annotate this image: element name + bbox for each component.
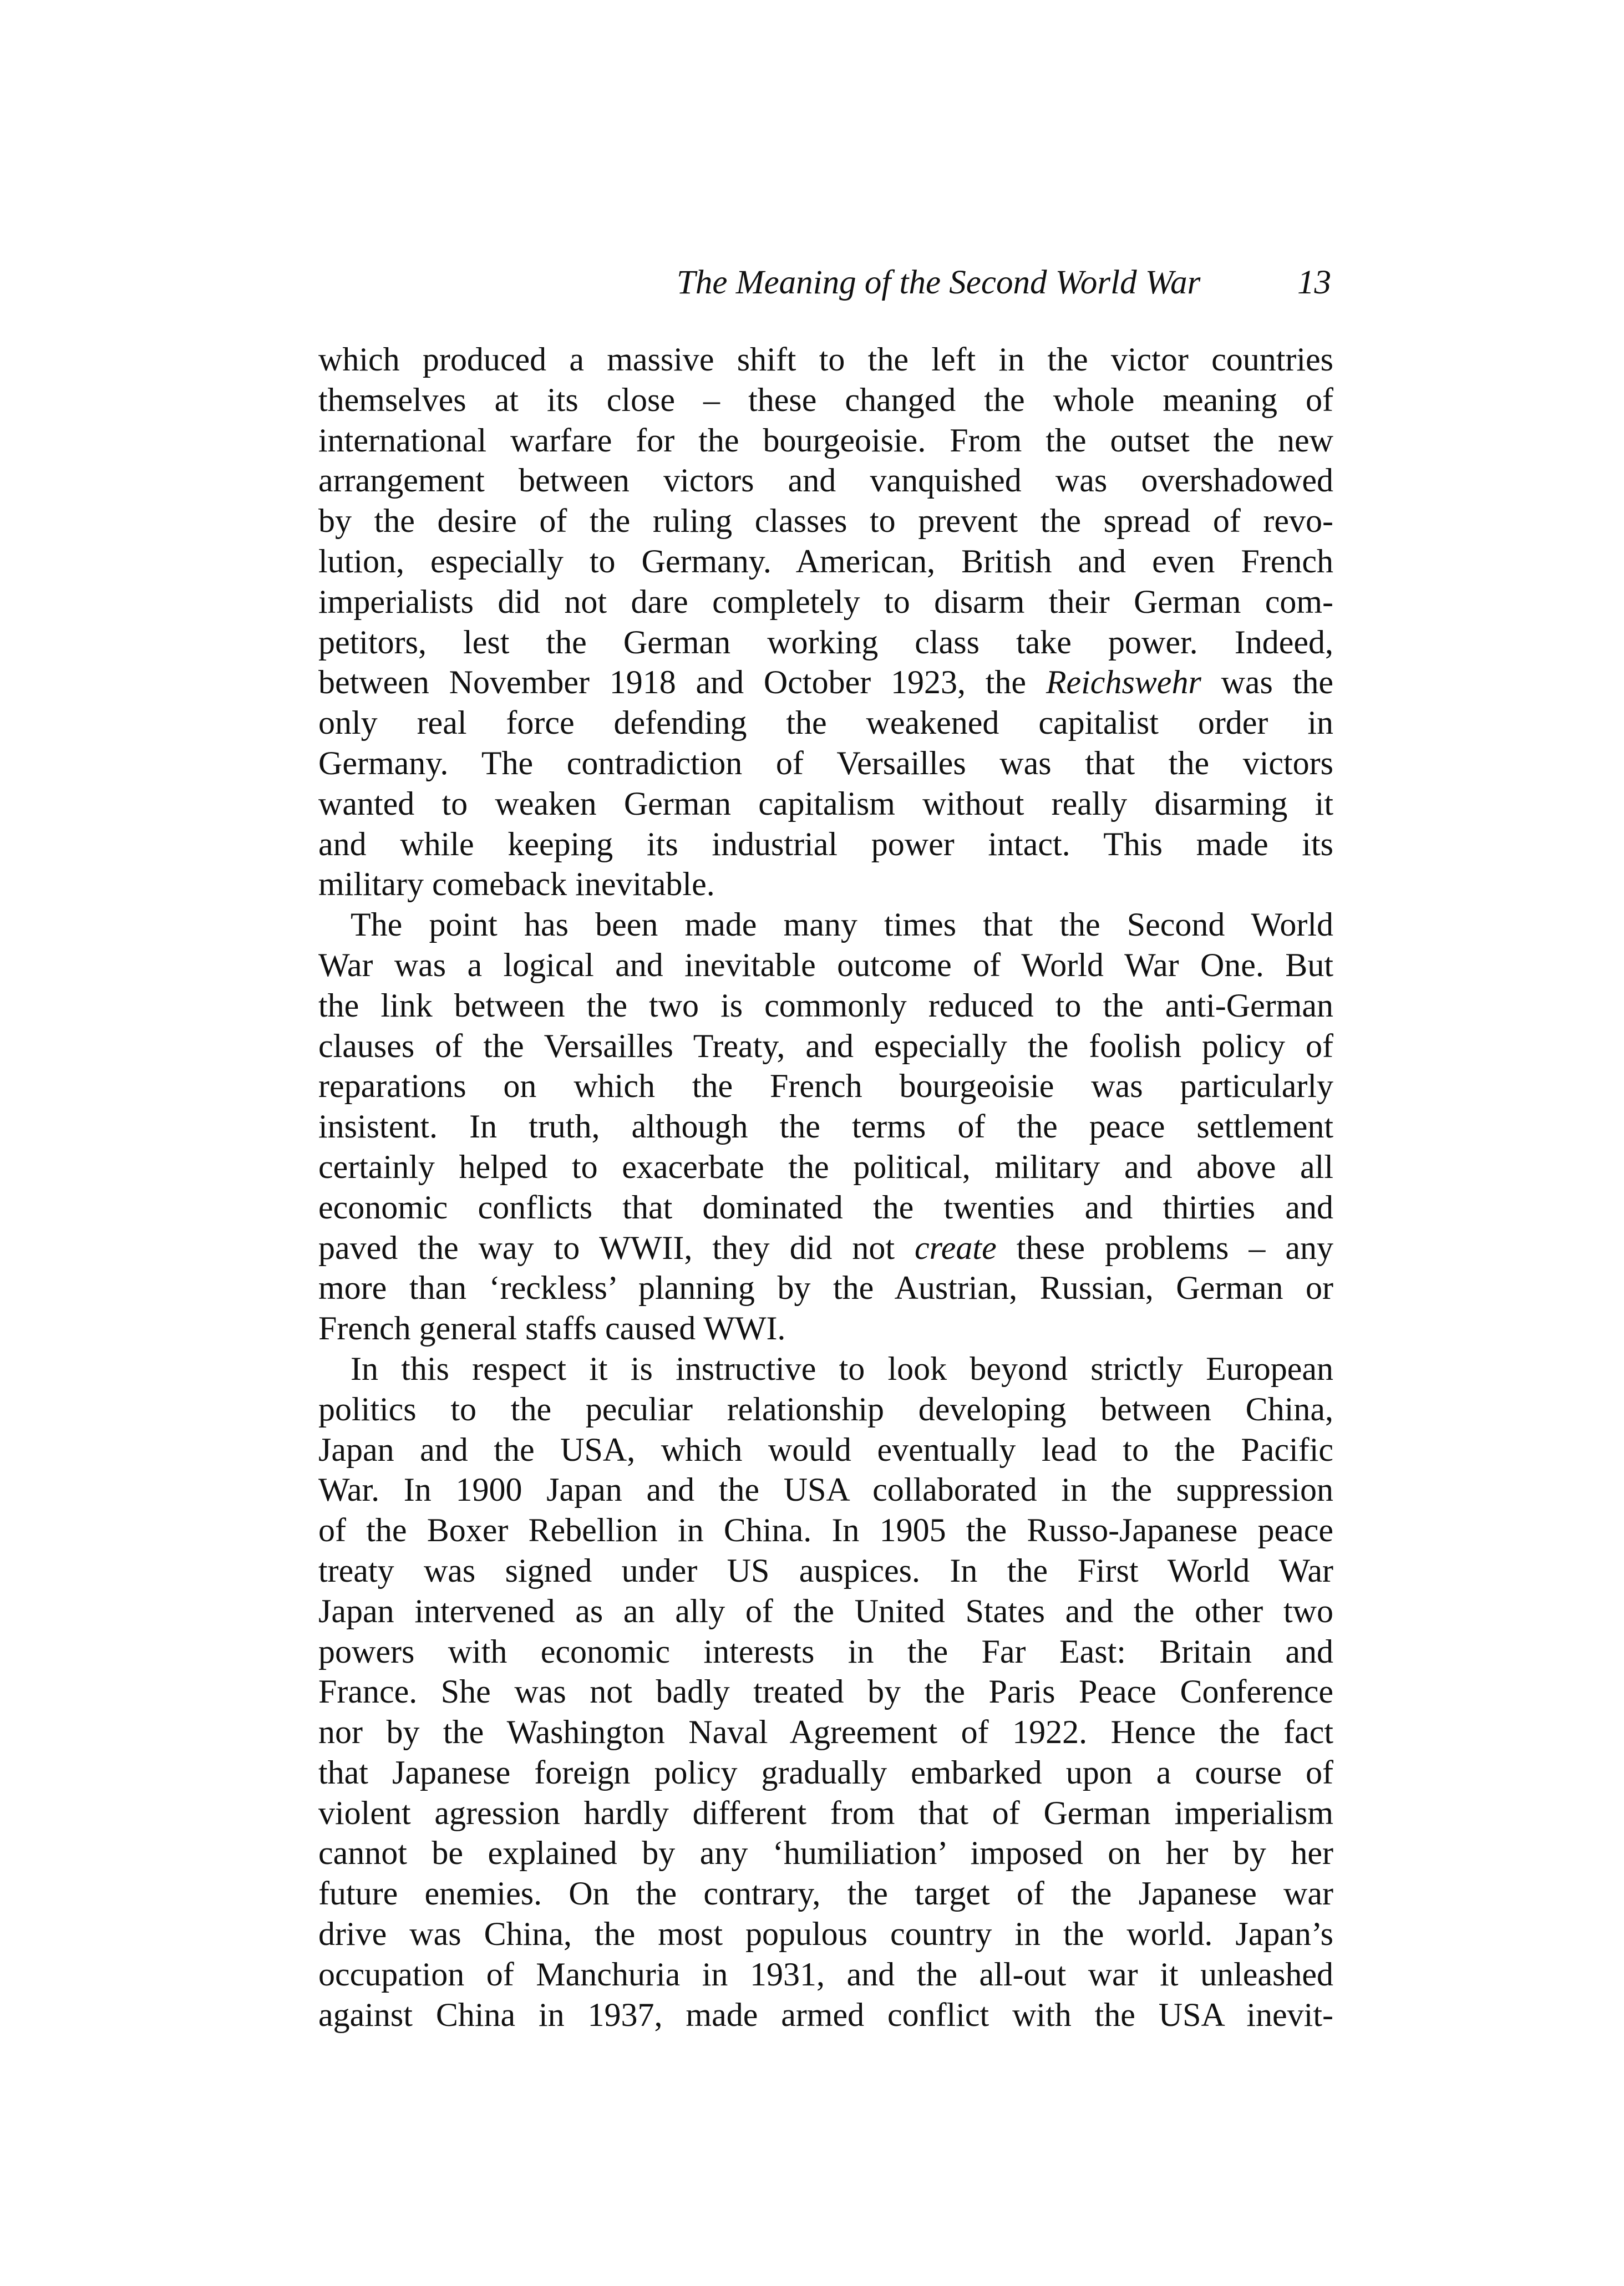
text-line: more than ‘reckless’ planning by the Austrian, Russian, German or [318, 1269, 1333, 1307]
running-head [677, 258, 1331, 308]
text-line: imperialists did not dare completely to disarm their German com- [318, 583, 1333, 620]
text-line: clauses of the Versailles Treaty, and especially the foolish policy of [318, 1027, 1333, 1064]
text-line: occupation of Manchuria in 1931, and the all-out war it unleashed [318, 1955, 1333, 1993]
italic-term: create [915, 1229, 997, 1266]
text-line: by the desire of the ruling classes to prevent the spread of revo- [318, 502, 1333, 540]
text-line: lution, especially to Germany. American, British and even French [318, 542, 1333, 580]
text-line: themselves at its close – these changed the whole meaning of [318, 381, 1333, 418]
text-line: future enemies. On the contrary, the target of the Japanese war [318, 1875, 1333, 1912]
text-line: international warfare for the bourgeoisie. From the outset the new [318, 421, 1333, 459]
body-text [318, 339, 1333, 2035]
text-line: against China in 1937, made armed conflict with the USA inevit- [318, 1996, 1333, 2033]
text-line: certainly helped to exacerbate the political, military and above all [318, 1148, 1333, 1185]
text-line: drive was China, the most populous country in the world. Japan’s [318, 1916, 1333, 1953]
text-line: French general staffs caused WWI. [318, 1310, 786, 1347]
text-line: cannot be explained by any ‘humiliation’ imposed on her by her [318, 1835, 1333, 1872]
text-line: insistent. In truth, although the terms of the peace settlement [318, 1108, 1333, 1145]
text-line: reparations on which the French bourgeoisie was particularly [318, 1068, 1333, 1105]
text-line: treaty was signed under US auspices. In the First World War [318, 1552, 1333, 1589]
text-line [318, 1228, 1333, 1268]
page-number: 13 [1297, 264, 1331, 301]
text-line: that Japanese foreign policy gradually embarked upon a course of [318, 1754, 1333, 1791]
text-line: Germany. The contradiction of Versailles was that the victors [318, 744, 1333, 781]
paragraph [318, 905, 1333, 1349]
text-line: of the Boxer Rebellion in China. In 1905 the Russo-Japanese peace [318, 1512, 1333, 1549]
paragraph [318, 1349, 1333, 2035]
text-line: wanted to weaken German capitalism without really disarming it [318, 785, 1333, 822]
text-line: arrangement between victors and vanquished was overshadowed [318, 462, 1333, 499]
text-line: economic conflicts that dominated the twenties and thirties and [318, 1188, 1333, 1226]
text-line: which produced a massive shift to the left in the victor countries [318, 341, 1333, 378]
text-line: War was a logical and inevitable outcome of World War One. But [318, 946, 1333, 983]
text-line: violent agression hardly different from that of German imperialism [318, 1794, 1333, 1831]
text-line: In this respect it is instructive to look beyond strictly European [351, 1350, 1333, 1387]
text-line: military comeback inevitable. [318, 866, 715, 903]
text-line: only real force defending the weakened capitalist order in [318, 704, 1333, 741]
text-run: paved the way to WWII, they did not [318, 1229, 915, 1266]
text-line: the link between the two is commonly reduced to the anti-German [318, 987, 1333, 1024]
paragraph [318, 339, 1333, 905]
text-line: War. In 1900 Japan and the USA collaborated in the suppression [318, 1471, 1333, 1508]
text-line: nor by the Washington Naval Agreement of 1922. Hence the fact [318, 1714, 1333, 1751]
italic-term: Reichswehr [1046, 664, 1201, 701]
text-line: Japan and the USA, which would eventually lead to the Pacific [318, 1431, 1333, 1468]
text-line: petitors, lest the German working class take power. Indeed, [318, 623, 1333, 661]
text-line: Japan intervened as an ally of the United States and the other two [318, 1592, 1333, 1629]
running-title: The Meaning of the Second World War [677, 264, 1201, 301]
text-line: politics to the peculiar relationship developing between China, [318, 1390, 1333, 1428]
text-line: and while keeping its industrial power intact. This made its [318, 825, 1333, 862]
text-line: France. She was not badly treated by the Paris Peace Conference [318, 1673, 1333, 1710]
text-line: powers with economic interests in the Far East: Britain and [318, 1633, 1333, 1670]
text-run: these problems – any [996, 1229, 1333, 1266]
text-line [318, 662, 1333, 703]
text-run: was the [1201, 664, 1333, 701]
text-run: between November 1918 and October 1923, the [318, 664, 1046, 701]
text-line: The point has been made many times that the Second World [351, 906, 1333, 943]
